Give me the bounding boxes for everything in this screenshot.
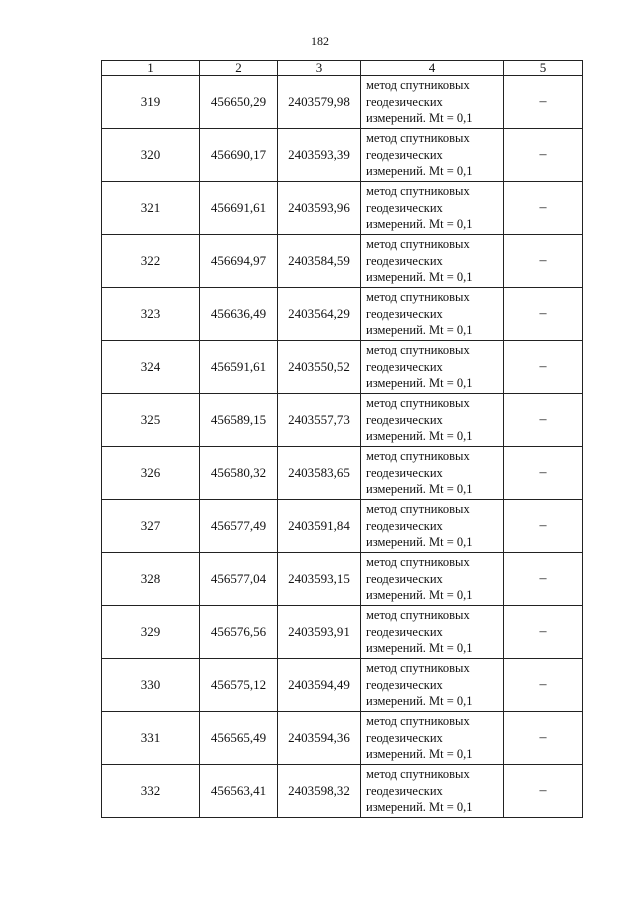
point-number-cell: 329 — [102, 606, 200, 659]
point-number-cell: 332 — [102, 765, 200, 818]
note-cell: – — [504, 394, 583, 447]
method-cell — [361, 500, 504, 553]
note-cell: – — [504, 765, 583, 818]
table-row — [102, 765, 583, 818]
column-header-1: 1 — [102, 61, 200, 76]
x-coordinate-cell: 456577,04 — [200, 553, 278, 606]
point-number-cell: 323 — [102, 288, 200, 341]
y-coordinate-cell: 2403593,96 — [278, 182, 361, 235]
method-line-1: метод спутниковых — [366, 767, 470, 782]
method-line-2: геодезических — [366, 306, 443, 321]
table-row — [102, 288, 583, 341]
method-cell — [361, 288, 504, 341]
y-coordinate-cell: 2403598,32 — [278, 765, 361, 818]
x-coordinate-cell: 456580,32 — [200, 447, 278, 500]
table-row — [102, 447, 583, 500]
table-row — [102, 553, 583, 606]
y-coordinate-cell: 2403594,49 — [278, 659, 361, 712]
table-row — [102, 606, 583, 659]
method-line-1: метод спутниковых — [366, 343, 470, 358]
note-cell: – — [504, 500, 583, 553]
column-header-3: 3 — [278, 61, 361, 76]
method-line-2: геодезических — [366, 783, 443, 798]
y-coordinate-cell: 2403550,52 — [278, 341, 361, 394]
table-row — [102, 182, 583, 235]
method-cell — [361, 76, 504, 129]
method-line-1: метод спутниковых — [366, 131, 470, 146]
x-coordinate-cell: 456576,56 — [200, 606, 278, 659]
method-cell — [361, 129, 504, 182]
method-line-3: измерений. Mt = 0,1 — [366, 111, 473, 126]
note-cell: – — [504, 235, 583, 288]
method-line-1: метод спутниковых — [366, 608, 470, 623]
note-cell: – — [504, 447, 583, 500]
note-cell: – — [504, 341, 583, 394]
x-coordinate-cell: 456690,17 — [200, 129, 278, 182]
method-line-1: метод спутниковых — [366, 714, 470, 729]
point-number-cell: 321 — [102, 182, 200, 235]
y-coordinate-cell: 2403593,91 — [278, 606, 361, 659]
method-cell — [361, 659, 504, 712]
point-number-cell: 320 — [102, 129, 200, 182]
method-line-3: измерений. Mt = 0,1 — [366, 429, 473, 444]
x-coordinate-cell: 456563,41 — [200, 765, 278, 818]
method-line-3: измерений. Mt = 0,1 — [366, 747, 473, 762]
method-cell — [361, 341, 504, 394]
method-line-3: измерений. Mt = 0,1 — [366, 482, 473, 497]
method-cell — [361, 394, 504, 447]
table-row — [102, 394, 583, 447]
x-coordinate-cell: 456565,49 — [200, 712, 278, 765]
coordinates-table — [101, 60, 583, 818]
point-number-cell: 319 — [102, 76, 200, 129]
x-coordinate-cell: 456575,12 — [200, 659, 278, 712]
y-coordinate-cell: 2403564,29 — [278, 288, 361, 341]
method-line-1: метод спутниковых — [366, 237, 470, 252]
x-coordinate-cell: 456577,49 — [200, 500, 278, 553]
method-line-2: геодезических — [366, 677, 443, 692]
x-coordinate-cell: 456694,97 — [200, 235, 278, 288]
y-coordinate-cell: 2403594,36 — [278, 712, 361, 765]
point-number-cell: 328 — [102, 553, 200, 606]
table-header-row — [102, 61, 583, 76]
table-row — [102, 712, 583, 765]
method-line-3: измерений. Mt = 0,1 — [366, 535, 473, 550]
method-line-1: метод спутниковых — [366, 78, 470, 93]
table-body — [102, 76, 583, 818]
column-header-2: 2 — [200, 61, 278, 76]
x-coordinate-cell: 456691,61 — [200, 182, 278, 235]
method-cell — [361, 606, 504, 659]
note-cell: – — [504, 76, 583, 129]
method-line-2: геодезических — [366, 571, 443, 586]
x-coordinate-cell: 456636,49 — [200, 288, 278, 341]
method-line-2: геодезических — [366, 730, 443, 745]
method-cell — [361, 712, 504, 765]
table-row — [102, 659, 583, 712]
method-line-1: метод спутниковых — [366, 449, 470, 464]
y-coordinate-cell: 2403591,84 — [278, 500, 361, 553]
method-line-1: метод спутниковых — [366, 290, 470, 305]
method-line-3: измерений. Mt = 0,1 — [366, 217, 473, 232]
method-cell — [361, 235, 504, 288]
method-cell — [361, 765, 504, 818]
method-line-3: измерений. Mt = 0,1 — [366, 376, 473, 391]
point-number-cell: 326 — [102, 447, 200, 500]
method-cell — [361, 447, 504, 500]
method-line-1: метод спутниковых — [366, 396, 470, 411]
y-coordinate-cell: 2403579,98 — [278, 76, 361, 129]
page-number: 182 — [311, 34, 329, 48]
y-coordinate-cell: 2403584,59 — [278, 235, 361, 288]
note-cell: – — [504, 553, 583, 606]
method-line-2: геодезических — [366, 253, 443, 268]
method-cell — [361, 553, 504, 606]
method-line-2: геодезических — [366, 624, 443, 639]
method-line-1: метод спутниковых — [366, 661, 470, 676]
y-coordinate-cell: 2403583,65 — [278, 447, 361, 500]
table-row — [102, 76, 583, 129]
y-coordinate-cell: 2403593,39 — [278, 129, 361, 182]
method-line-2: геодезических — [366, 94, 443, 109]
method-line-3: измерений. Mt = 0,1 — [366, 694, 473, 709]
point-number-cell: 324 — [102, 341, 200, 394]
method-line-2: геодезических — [366, 359, 443, 374]
point-number-cell: 327 — [102, 500, 200, 553]
note-cell: – — [504, 606, 583, 659]
method-cell — [361, 182, 504, 235]
point-number-cell: 331 — [102, 712, 200, 765]
x-coordinate-cell: 456650,29 — [200, 76, 278, 129]
method-line-2: геодезических — [366, 412, 443, 427]
point-number-cell: 325 — [102, 394, 200, 447]
note-cell: – — [504, 288, 583, 341]
note-cell: – — [504, 659, 583, 712]
table-row — [102, 129, 583, 182]
method-line-3: измерений. Mt = 0,1 — [366, 323, 473, 338]
table-row — [102, 341, 583, 394]
note-cell: – — [504, 182, 583, 235]
method-line-3: измерений. Mt = 0,1 — [366, 800, 473, 815]
method-line-2: геодезических — [366, 465, 443, 480]
method-line-1: метод спутниковых — [366, 555, 470, 570]
note-cell: – — [504, 712, 583, 765]
method-line-3: измерений. Mt = 0,1 — [366, 164, 473, 179]
method-line-1: метод спутниковых — [366, 184, 470, 199]
method-line-2: геодезических — [366, 518, 443, 533]
x-coordinate-cell: 456591,61 — [200, 341, 278, 394]
method-line-3: измерений. Mt = 0,1 — [366, 270, 473, 285]
note-cell: – — [504, 129, 583, 182]
x-coordinate-cell: 456589,15 — [200, 394, 278, 447]
y-coordinate-cell: 2403593,15 — [278, 553, 361, 606]
point-number-cell: 322 — [102, 235, 200, 288]
point-number-cell: 330 — [102, 659, 200, 712]
method-line-2: геодезических — [366, 200, 443, 215]
y-coordinate-cell: 2403557,73 — [278, 394, 361, 447]
table-row — [102, 500, 583, 553]
table-row — [102, 235, 583, 288]
method-line-3: измерений. Mt = 0,1 — [366, 641, 473, 656]
column-header-5: 5 — [504, 61, 583, 76]
method-line-2: геодезических — [366, 147, 443, 162]
method-line-1: метод спутниковых — [366, 502, 470, 517]
method-line-3: измерений. Mt = 0,1 — [366, 588, 473, 603]
column-header-4: 4 — [361, 61, 504, 76]
